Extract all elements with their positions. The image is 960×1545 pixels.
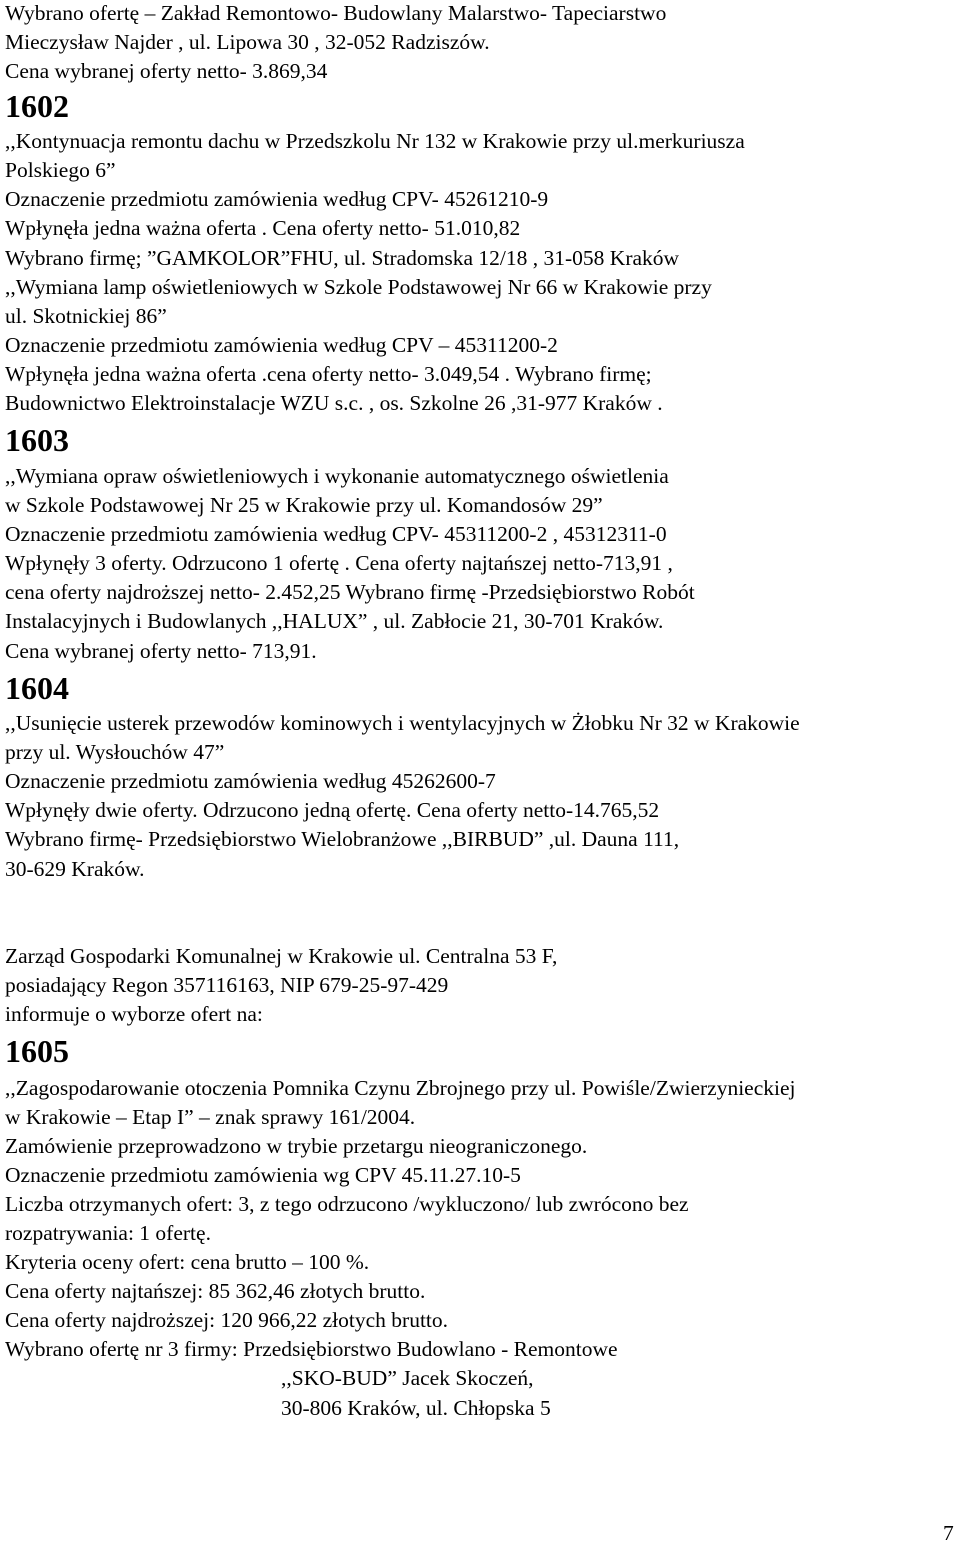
text-line: w Szkole Podstawowej Nr 25 w Krakowie przy ul. Komandosów 29”: [5, 493, 603, 517]
text-line: 30-629 Kraków.: [5, 857, 145, 881]
text-line: Cena oferty najtańszej: 85 362,46 złotych brutto.: [5, 1279, 426, 1303]
text-line: ,,Wymiana lamp oświetleniowych w Szkole Podstawowej Nr 66 w Krakowie przy: [5, 275, 712, 299]
text-line: Zamówienie przeprowadzono w trybie przetargu nieograniczonego.: [5, 1134, 588, 1158]
text-line: Oznaczenie przedmiotu zamówienia wg CPV 45.11.27.10-5: [5, 1163, 521, 1187]
text-line: Instalacyjnych i Budowlanych ,,HALUX” , ul. Zabłocie 21, 30-701 Kraków.: [5, 609, 664, 633]
text-line: Wybrano firmę; ”GAMKOLOR”FHU, ul. Stradomska 12/18 , 31-058 Kraków: [5, 246, 680, 270]
text-line: 30-806 Kraków, ul. Chłopska 5: [281, 1396, 551, 1420]
text-line: ,,Zagospodarowanie otoczenia Pomnika Czynu Zbrojnego przy ul. Powiśle/Zwierzynieckiej: [5, 1076, 796, 1100]
text-line: Cena wybranej oferty netto- 713,91.: [5, 639, 317, 663]
section-number: 1605: [5, 1033, 69, 1069]
section-number: 1603: [5, 422, 69, 458]
text-line: Oznaczenie przedmiotu zamówienia według CPV – 45311200-2: [5, 333, 558, 357]
text-line: ,,Usunięcie usterek przewodów kominowych i wentylacyjnych w Żłobku Nr 32 w Krakowie: [5, 711, 800, 735]
text-line: ,,Kontynuacja remontu dachu w Przedszkolu Nr 132 w Krakowie przy ul.merkuriusza: [5, 129, 745, 153]
text-line: Liczba otrzymanych ofert: 3, z tego odrzucono /wykluczono/ lub zwrócono bez: [5, 1192, 689, 1216]
text-line: Wybrano ofertę – Zakład Remontowo- Budowlany Malarstwo- Tapeciarstwo: [5, 1, 667, 25]
text-line: Wybrano ofertę nr 3 firmy: Przedsiębiorstwo Budowlano - Remontowe: [5, 1337, 618, 1361]
text-line: przy ul. Wysłouchów 47”: [5, 740, 225, 764]
text-line: Wybrano firmę- Przedsiębiorstwo Wielobranżowe ,,BIRBUD” ,ul. Dauna 111,: [5, 827, 680, 851]
text-line: Oznaczenie przedmiotu zamówienia według CPV- 45261210-9: [5, 187, 549, 211]
text-line: Mieczysław Najder , ul. Lipowa 30 , 32-052 Radziszów.: [5, 30, 490, 54]
section-number: 1602: [5, 88, 69, 124]
page-number: 7: [943, 1521, 954, 1545]
text-line: ,,Wymiana opraw oświetleniowych i wykonanie automatycznego oświetlenia: [5, 464, 669, 488]
text-line: rozpatrywania: 1 ofertę.: [5, 1221, 211, 1245]
text-line: Budownictwo Elektroinstalacje WZU s.c. , os. Szkolne 26 ,31-977 Kraków .: [5, 391, 663, 415]
text-line: Kryteria oceny ofert: cena brutto – 100 %.: [5, 1250, 370, 1274]
text-line: Wpłynęła jedna ważna oferta . Cena oferty netto- 51.010,82: [5, 216, 521, 240]
text-line: Cena wybranej oferty netto- 3.869,34: [5, 59, 328, 83]
text-line: Polskiego 6”: [5, 158, 116, 182]
text-line: Wpłynęła jedna ważna oferta .cena oferty netto- 3.049,54 . Wybrano firmę;: [5, 362, 652, 386]
text-line: Wpłynęły dwie oferty. Odrzucono jedną ofertę. Cena oferty netto-14.765,52: [5, 798, 660, 822]
section-number: 1604: [5, 670, 69, 706]
text-line: Zarząd Gospodarki Komunalnej w Krakowie ul. Centralna 53 F,: [5, 944, 558, 968]
text-line: informuje o wyborze ofert na:: [5, 1002, 263, 1026]
text-line: Oznaczenie przedmiotu zamówienia według 45262600-7: [5, 769, 496, 793]
text-line: ,,SKO-BUD” Jacek Skoczeń,: [281, 1366, 534, 1390]
text-line: ul. Skotnickiej 86”: [5, 304, 167, 328]
text-line: w Krakowie – Etap I” – znak sprawy 161/2004.: [5, 1105, 416, 1129]
text-line: cena oferty najdroższej netto- 2.452,25 Wybrano firmę -Przedsiębiorstwo Robót: [5, 580, 695, 604]
text-line: Wpłynęły 3 oferty. Odrzucono 1 ofertę . Cena oferty najtańszej netto-713,91 ,: [5, 551, 673, 575]
text-line: posiadający Regon 357116163, NIP 679-25-97-429: [5, 973, 449, 997]
text-line: Cena oferty najdroższej: 120 966,22 złotych brutto.: [5, 1308, 449, 1332]
text-line: Oznaczenie przedmiotu zamówienia według CPV- 45311200-2 , 45312311-0: [5, 522, 667, 546]
